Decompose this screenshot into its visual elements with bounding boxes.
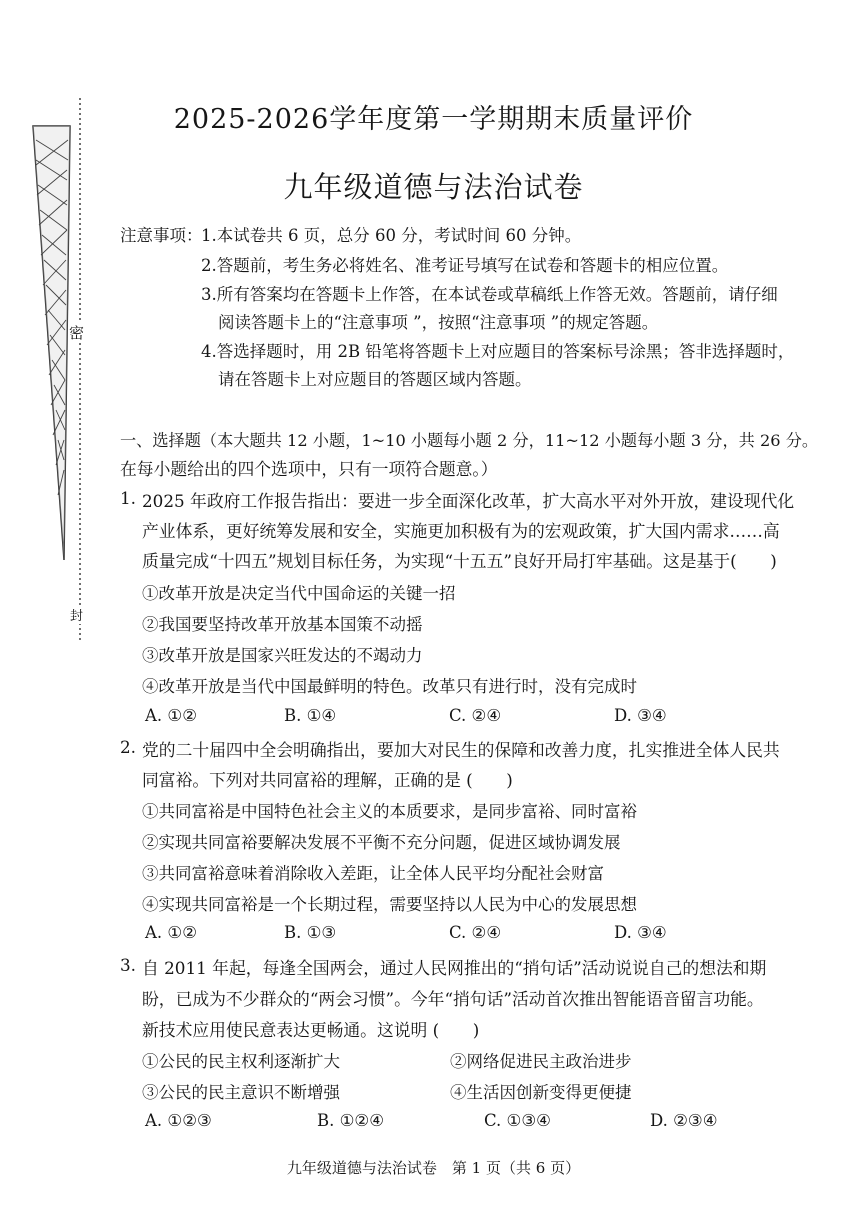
q3-stem-line-1: 自 2011 年起，每逢全国两会，通过人民网推出的“捎句话”活动说说自己的想法和期: [142, 958, 767, 978]
q3-option-d: D. ②③④: [650, 1111, 718, 1130]
exam-subtitle: 九年级道德与法治试卷: [283, 170, 584, 204]
notice-item-4-line-1: 4.答选择题时，用 2B 铅笔将答题卡上对应题目的答案标号涂黑；答非选择题时，: [201, 342, 795, 361]
notice-item-3-line-1: 3.所有答案均在答题卡上作答，在本试卷或草稿纸上作答无效。答题前，请仔细: [201, 285, 778, 304]
q2-option-b: B. ①③: [284, 923, 337, 942]
q1-stem-line-3: 质量完成“十四五”规划目标任务，为实现“十五五”良好开局打牢基础。这是基于( ): [142, 551, 777, 571]
binding-line-decoration: [0, 0, 90, 640]
notice-item-1: 1.本试卷共 6 页，总分 60 分，考试时间 60 分钟。: [201, 226, 582, 245]
q2-stem-line-2: 同富裕。下列对共同富裕的理解，正确的是 ( ): [142, 770, 513, 790]
notice-item-2: 2.答题前，考生务必将姓名、准考证号填写在试卷和答题卡的相应位置。: [201, 256, 729, 275]
q2-statement-3: ③共同富裕意味着消除收入差距，让全体人民平均分配社会财富: [142, 864, 604, 883]
seal-label: 密: [69, 324, 85, 342]
q2-stem-line-1: 党的二十届四中全会明确指出，要加大对民生的保障和改善力度，扎实推进全体人民共: [142, 740, 780, 760]
section-heading-line-2: 在每小题给出的四个选项中，只有一项符合题意。）: [120, 459, 498, 479]
q1-option-c: C. ②④: [449, 706, 502, 725]
notice-item-3-line-2: 阅读答题卡上的“注意事项 ”，按照“注意事项 ”的规定答题。: [218, 313, 659, 332]
q1-statement-4: ④改革开放是当代中国最鲜明的特色。改革只有进行时，没有完成时: [142, 677, 637, 696]
q2-statement-1: ①共同富裕是中国特色社会主义的本质要求，是同步富裕、同时富裕: [142, 802, 637, 821]
q1-statement-3: ③改革开放是国家兴旺发达的不竭动力: [142, 646, 423, 665]
q1-number: 1.: [120, 488, 137, 508]
page-footer: 九年级道德与法治试卷 第 1 页（共 6 页）: [286, 1159, 581, 1177]
q3-option-a: A. ①②③: [145, 1111, 212, 1130]
q2-option-c: C. ②④: [449, 923, 502, 942]
q3-stem-line-3: 新技术应用使民意表达更畅通。这说明 ( ): [142, 1020, 480, 1040]
q1-statement-2: ②我国要坚持改革开放基本国策不动摇: [142, 615, 423, 634]
q2-statement-4: ④实现共同富裕是一个长期过程，需要坚持以人民为中心的发展思想: [142, 895, 637, 914]
seal-label-2: 封: [70, 605, 83, 624]
q3-option-b: B. ①②④: [317, 1111, 384, 1130]
notice-label: 注意事项：: [120, 226, 203, 245]
q1-stem-line-1: 2025 年政府工作报告指出：要进一步全面深化改革，扩大高水平对外开放，建设现代化: [142, 491, 795, 511]
q2-option-a: A. ①②: [145, 923, 197, 942]
q2-statement-2: ②实现共同富裕要解决发展不平衡不充分问题，促进区域协调发展: [142, 833, 621, 852]
q2-option-d: D. ③④: [614, 923, 667, 942]
q3-statement-2: ②网络促进民主政治进步: [450, 1052, 632, 1071]
exam-title: 2025-2026学年度第一学期期末质量评价: [173, 104, 694, 135]
q1-statement-1: ①改革开放是决定当代中国命运的关键一招: [142, 584, 456, 603]
q3-stem-line-2: 盼，已成为不少群众的“两会习惯”。今年“捎句话”活动首次推出智能语音留言功能。: [142, 989, 764, 1009]
q3-number: 3.: [120, 955, 137, 975]
q1-stem-line-2: 产业体系，更好统筹发展和安全，实施更加积极有为的宏观政策，扩大国内需求……高: [142, 521, 780, 541]
q3-statement-1: ①公民的民主权利逐渐扩大: [142, 1052, 340, 1071]
q3-statement-4: ④生活因创新变得更便捷: [450, 1083, 632, 1102]
notice-item-4-line-2: 请在答题卡上对应题目的答题区域内答题。: [218, 370, 532, 389]
q3-statement-3: ③公民的民主意识不断增强: [142, 1083, 340, 1102]
section-heading-line-1: 一、选择题（本大题共 12 小题，1~10 小题每小题 2 分，11~12 小题每小题 3 分，共 26 分。: [120, 431, 819, 450]
q3-option-c: C. ①③④: [484, 1111, 551, 1130]
q1-option-d: D. ③④: [614, 706, 667, 725]
q2-number: 2.: [120, 737, 137, 757]
q1-option-a: A. ①②: [145, 706, 197, 725]
q1-option-b: B. ①④: [284, 706, 337, 725]
